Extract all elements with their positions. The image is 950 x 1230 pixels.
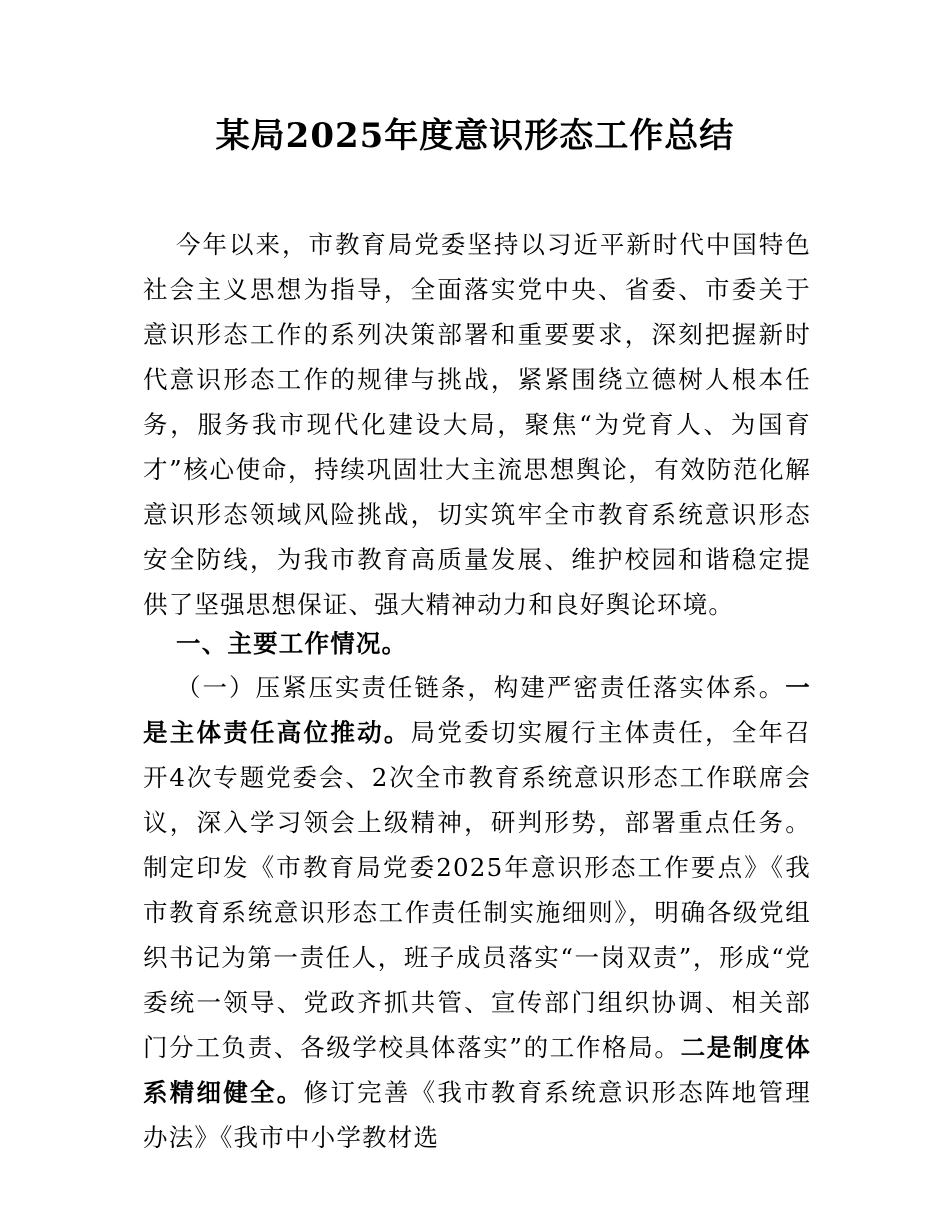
point2-label: 二是制度体系精细健全。 (143, 1033, 811, 1107)
point2-text: 修订完善《我市教育系统意识形态阵地管理办法》《我市中小学教材选 (143, 1078, 811, 1152)
point1-text: 局党委切实履行主体责任，全年召开4次专题党委会、2次全市教育系统意识形态工作联席会议，深入学习领会上级精神，研判形势，部署重点任务。制定印发《市教育局党委2025年意识形态工作要点》《我市教育系统意识形态工作责任制实施细则》，明确各级党组织书记为第一责任人，班子成员落实“一岗双责”，形成“党委统一领导、党政齐抓共管、宣传部门组织协调、相关部门分工负责、各级学校具体落实”的工作格局。 (143, 718, 811, 1062)
intro-paragraph: 今年以来，市教育局党委坚持以习近平新时代中国特色社会主义思想为指导，全面落实党中央、省委、市委关于意识形态工作的系列决策部署和重要要求，深刻把握新时代意识形态工作的规律与挑战，紧紧围绕立德树人根本任务，服务我市现代化建设大局，聚焦“为党育人、为国育才”核心使命，持续巩固壮大主流思想舆论，有效防范化解意识形态领域风险挑战，切实筑牢全市教育系统意识形态安全防线，为我市教育高质量发展、维护校园和谐稳定提供了坚强思想保证、强大精神动力和良好舆论环境。 (143, 230, 811, 619)
point1-label: 一是主体责任高位推动。 (143, 673, 811, 747)
document-title: 某局2025年度意识形态工作总结 (215, 116, 735, 156)
sub-heading: （一）压紧压实责任链条，构建严密责任落实体系。 (176, 673, 786, 702)
section1-paragraph (143, 665, 811, 1160)
section-heading: 一、主要工作情况。 (176, 629, 408, 658)
